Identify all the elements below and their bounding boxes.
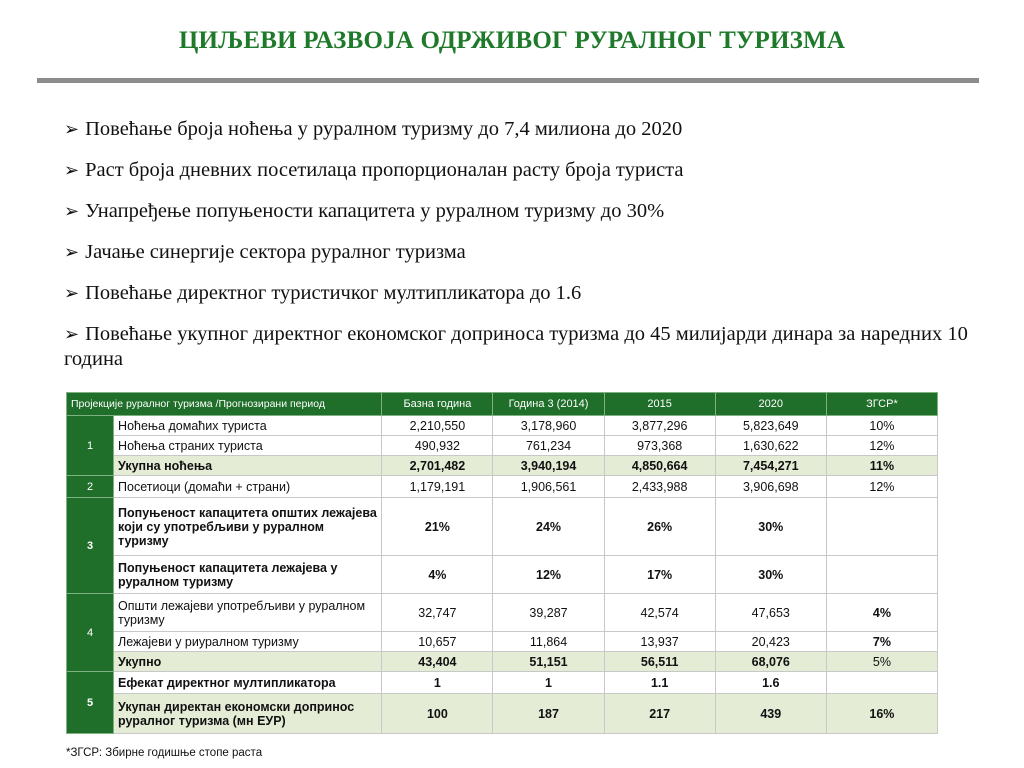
column-header: Година 3 (2014)	[493, 393, 604, 416]
cell-value: 2,210,550	[382, 416, 493, 436]
row-label: Укупан директан економски допринос руралног туризма (мн ЕУР)	[114, 694, 382, 734]
goal-item	[64, 281, 984, 306]
goal-text: Раст броја дневних посетилаца пропорционалан расту броја туриста	[85, 159, 684, 181]
cell-value: 12%	[493, 556, 604, 594]
goal-item	[64, 322, 984, 371]
cell-value: 13,937	[604, 632, 715, 652]
goal-item	[64, 240, 984, 265]
table-row	[67, 694, 938, 734]
cell-value: 30%	[715, 556, 826, 594]
row-label: Посетиоци (домаћи + страни)	[114, 476, 382, 498]
cell-value: 973,368	[604, 436, 715, 456]
cell-value: 3,877,296	[604, 416, 715, 436]
row-label: Општи лежајеви употребљиви у руралном туризму	[114, 594, 382, 632]
cell-value: 1,179,191	[382, 476, 493, 498]
table-row	[67, 594, 938, 632]
cell-value: 11%	[826, 456, 937, 476]
table-row	[67, 632, 938, 652]
cell-value: 24%	[493, 498, 604, 556]
cell-value: 3,178,960	[493, 416, 604, 436]
group-number: 5	[67, 672, 114, 734]
row-label: Ефекат директног мултипликатора	[114, 672, 382, 694]
goal-text: Унапређење попуњености капацитета у руралном туризму до 30%	[85, 200, 665, 222]
goal-item	[64, 158, 984, 183]
cell-value: 20,423	[715, 632, 826, 652]
goal-text: Јачање синергије сектора руралног туризма	[85, 241, 466, 263]
table-row	[67, 652, 938, 672]
footnote: *ЗГСР: Збирне годишње стопе раста	[66, 747, 263, 759]
goal-item	[64, 199, 984, 224]
cell-value: 7%	[826, 632, 937, 652]
cell-value: 32,747	[382, 594, 493, 632]
cell-value: 1.6	[715, 672, 826, 694]
cell-value: 1,906,561	[493, 476, 604, 498]
cell-value: 16%	[826, 694, 937, 734]
arrow-bullet-icon: ➢	[64, 160, 80, 181]
table-header-row	[67, 393, 938, 416]
table-row	[67, 456, 938, 476]
cell-value: 21%	[382, 498, 493, 556]
row-label: Лежајеви у риуралном туризму	[114, 632, 382, 652]
cell-value: 4%	[382, 556, 493, 594]
cell-value: 42,574	[604, 594, 715, 632]
cell-value: 3,940,194	[493, 456, 604, 476]
column-header: ЗГСР*	[826, 393, 937, 416]
row-label: Попуњеност капацитета општих лежајева који су употребљиви у руралном туризму	[114, 498, 382, 556]
cell-value: 26%	[604, 498, 715, 556]
cell-value: 43,404	[382, 652, 493, 672]
cell-value: 490,932	[382, 436, 493, 456]
arrow-bullet-icon: ➢	[64, 324, 80, 345]
cell-value: 5,823,649	[715, 416, 826, 436]
projection-table	[66, 392, 938, 734]
cell-value: 30%	[715, 498, 826, 556]
arrow-bullet-icon: ➢	[64, 119, 80, 140]
cell-value	[826, 498, 937, 556]
cell-value: 17%	[604, 556, 715, 594]
goals-list	[64, 117, 984, 387]
title-divider	[37, 78, 979, 83]
table-row	[67, 672, 938, 694]
row-label: Укупно	[114, 652, 382, 672]
cell-value: 10%	[826, 416, 937, 436]
cell-value: 51,151	[493, 652, 604, 672]
cell-value: 439	[715, 694, 826, 734]
cell-value: 217	[604, 694, 715, 734]
cell-value: 47,653	[715, 594, 826, 632]
cell-value: 11,864	[493, 632, 604, 652]
goal-text: Повећање броја ноћења у руралном туризму до 7,4 милиона до 2020	[85, 118, 683, 140]
table-row	[67, 556, 938, 594]
cell-value: 761,234	[493, 436, 604, 456]
table-row	[67, 436, 938, 456]
row-label: Укупна ноћења	[114, 456, 382, 476]
table-row	[67, 476, 938, 498]
cell-value: 3,906,698	[715, 476, 826, 498]
cell-value: 4,850,664	[604, 456, 715, 476]
cell-value: 100	[382, 694, 493, 734]
group-number: 3	[67, 498, 114, 594]
goal-text: Повећање директног туристичког мултипликатора до 1.6	[85, 282, 582, 304]
cell-value: 187	[493, 694, 604, 734]
cell-value	[826, 672, 937, 694]
arrow-bullet-icon: ➢	[64, 201, 80, 222]
arrow-bullet-icon: ➢	[64, 242, 80, 263]
cell-value: 4%	[826, 594, 937, 632]
cell-value: 56,511	[604, 652, 715, 672]
arrow-bullet-icon: ➢	[64, 283, 80, 304]
table-row	[67, 498, 938, 556]
slide-title: ЦИЉЕВИ РАЗВОЈА ОДРЖИВОГ РУРАЛНОГ ТУРИЗМА	[178, 27, 846, 54]
table-row	[67, 416, 938, 436]
column-header: Базна година	[382, 393, 493, 416]
cell-value: 2,433,988	[604, 476, 715, 498]
cell-value: 39,287	[493, 594, 604, 632]
cell-value: 1,630,622	[715, 436, 826, 456]
cell-value: 7,454,271	[715, 456, 826, 476]
goal-text: Повећање укупног директног економског доприноса туризма до 45 милијарди динара за наредних 10 година	[64, 323, 968, 370]
goal-item	[64, 117, 984, 142]
cell-value: 1.1	[604, 672, 715, 694]
group-number: 1	[67, 416, 114, 476]
cell-value: 1	[382, 672, 493, 694]
group-number: 2	[67, 476, 114, 498]
column-header: Пројекције руралног туризма /Прогнозирани период	[67, 393, 382, 416]
row-label: Ноћења домаћих туриста	[114, 416, 382, 436]
column-header: 2015	[604, 393, 715, 416]
cell-value: 5%	[826, 652, 937, 672]
cell-value	[826, 556, 937, 594]
cell-value: 68,076	[715, 652, 826, 672]
group-number: 4	[67, 594, 114, 672]
row-label: Ноћења страних туриста	[114, 436, 382, 456]
cell-value: 10,657	[382, 632, 493, 652]
cell-value: 2,701,482	[382, 456, 493, 476]
cell-value: 12%	[826, 476, 937, 498]
cell-value: 1	[493, 672, 604, 694]
row-label: Попуњеност капацитета лежајева у руралном туризму	[114, 556, 382, 594]
column-header: 2020	[715, 393, 826, 416]
cell-value: 12%	[826, 436, 937, 456]
